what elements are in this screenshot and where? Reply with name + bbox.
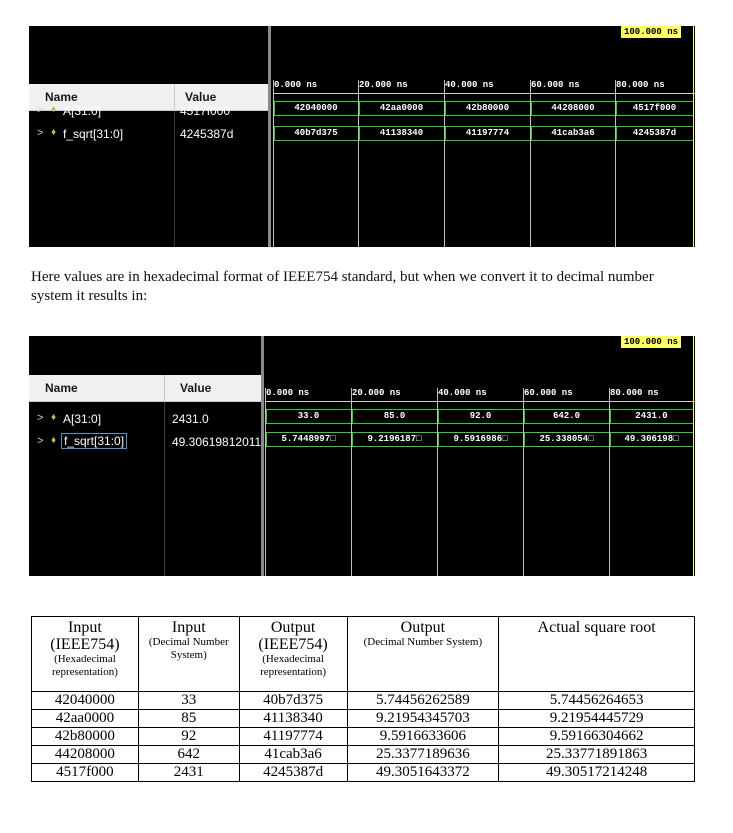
expand-chevron-icon[interactable]: > [37, 104, 44, 116]
wave-segment: 40b7d375 [274, 126, 358, 141]
wave-segment: 33.0 [266, 409, 351, 424]
table-cell: 5.74456262589 [347, 692, 499, 710]
table-cell: 41cab3a6 [239, 746, 347, 764]
table-row [32, 692, 695, 710]
signal-name: f_sqrt[31:0] [63, 127, 124, 141]
explanation-paragraph: Here values are in hexadecimal format of IEEE754 standard, but when we convert it to decimal number system it results in: [31, 269, 654, 304]
table-row [32, 728, 695, 746]
name-column-header[interactable]: Name [45, 381, 78, 395]
signal-list-pane [29, 336, 261, 576]
signal-list-pane [29, 26, 268, 247]
table-row [32, 764, 695, 782]
table-cell: 9.5916633606 [347, 728, 499, 746]
table-cell: 40b7d375 [239, 692, 347, 710]
wave-segment: 642.0 [524, 409, 609, 424]
results-table [31, 616, 695, 782]
waveform-panel-decimal [29, 336, 695, 576]
time-label: 20.000 ns [352, 388, 401, 398]
wave-segment: 44208000 [531, 101, 615, 116]
bus-signal-icon: ♦ [51, 412, 57, 423]
wave-segment: 92.0 [438, 409, 523, 424]
time-label: 0.000 ns [274, 80, 318, 90]
table-cell: 49.3051643372 [347, 764, 499, 782]
wave-segment: 9.5916986□ [438, 432, 523, 447]
table-row [32, 746, 695, 764]
wave-segment: 42b80000 [445, 101, 530, 116]
value-column-header[interactable]: Value [180, 381, 212, 395]
time-label: 0.000 ns [266, 388, 310, 398]
wave-segment: 4517f000 [616, 101, 693, 116]
time-label: 80.000 ns [610, 388, 659, 398]
signal-value: 4245387d [180, 127, 234, 141]
signal-list-header [29, 375, 261, 402]
wave-segment: 4245387d [616, 126, 693, 141]
signal-value: 2431.0 [172, 412, 209, 426]
expand-chevron-icon[interactable]: > [37, 127, 44, 139]
cursor-time-marker[interactable]: 100.000 ns [621, 336, 681, 348]
table-header-cell: Output (IEEE754) (Hexadecimal representation) [239, 617, 347, 692]
signal-name: f_sqrt[31:0] [61, 433, 127, 449]
time-label: 40.000 ns [445, 80, 494, 90]
wave-segment: 5.7448997□ [266, 432, 351, 447]
table-cell: 5.74456264653 [499, 692, 695, 710]
signal-row-f-sqrt[interactable] [29, 434, 261, 452]
table-cell: 9.21954445729 [499, 710, 695, 728]
table-cell: 42040000 [32, 692, 139, 710]
expand-chevron-icon[interactable]: > [37, 435, 44, 447]
bus-signal-icon: ♦ [51, 104, 57, 115]
wave-segment: 42aa0000 [359, 101, 444, 116]
wave-segment: 49.306198□ [610, 432, 693, 447]
time-label: 80.000 ns [616, 80, 665, 90]
wave-segment: 42040000 [274, 101, 358, 116]
time-label: 60.000 ns [524, 388, 573, 398]
signal-name: A[31:0] [63, 412, 102, 426]
wave-segment: 41138340 [359, 126, 444, 141]
table-header-cell: Output (Decimal Number System) [347, 617, 499, 692]
wave-segment: 9.2196187□ [352, 432, 437, 447]
table-cell: 9.21954345703 [347, 710, 499, 728]
table-cell: 42aa0000 [32, 710, 139, 728]
expand-chevron-icon[interactable]: > [37, 412, 44, 424]
table-cell: 44208000 [32, 746, 139, 764]
table-cell: 4517f000 [32, 764, 139, 782]
wave-segment: 25.338054□ [524, 432, 609, 447]
table-cell: 33 [138, 692, 239, 710]
bus-signal-icon: ♦ [51, 127, 57, 138]
wave-canvas[interactable] [265, 336, 695, 576]
signal-name: A[31:0] [63, 104, 102, 118]
table-cell: 9.59166304662 [499, 728, 695, 746]
name-column-header[interactable]: Name [45, 90, 78, 104]
wave-segment: 2431.0 [610, 409, 693, 424]
waveform-panel-hex [29, 26, 695, 247]
wave-segment: 85.0 [352, 409, 437, 424]
table-cell: 42b80000 [32, 728, 139, 746]
table-cell: 41197774 [239, 728, 347, 746]
wave-canvas[interactable] [273, 26, 695, 247]
table-cell: 92 [138, 728, 239, 746]
table-header-row [32, 617, 695, 692]
signal-value: 4517f000 [180, 104, 231, 118]
value-column-header[interactable]: Value [185, 90, 217, 104]
time-label: 60.000 ns [531, 80, 580, 90]
wave-segment: 41cab3a6 [531, 126, 615, 141]
time-label: 40.000 ns [438, 388, 487, 398]
wave-segment: 41197774 [445, 126, 530, 141]
bus-signal-icon: ♦ [51, 435, 57, 446]
table-header-cell: Actual square root [499, 617, 695, 692]
table-header-cell: Input (Decimal Number System) [138, 617, 239, 692]
table-row [32, 710, 695, 728]
table-cell: 642 [138, 746, 239, 764]
table-cell: 2431 [138, 764, 239, 782]
time-label: 20.000 ns [359, 80, 408, 90]
table-cell: 25.3377189636 [347, 746, 499, 764]
pane-splitter[interactable] [268, 26, 271, 247]
table-cell: 41138340 [239, 710, 347, 728]
table-cell: 4245387d [239, 764, 347, 782]
table-cell: 25.33771891863 [499, 746, 695, 764]
table-cell: 85 [138, 710, 239, 728]
pane-splitter[interactable] [261, 336, 264, 576]
table-cell: 49.30517214248 [499, 764, 695, 782]
cursor-time-marker[interactable]: 100.000 ns [621, 26, 681, 38]
table-header-cell: Input (IEEE754) (Hexadecimal representation) [32, 617, 139, 692]
signal-value: 49.30619812011 [172, 435, 262, 449]
